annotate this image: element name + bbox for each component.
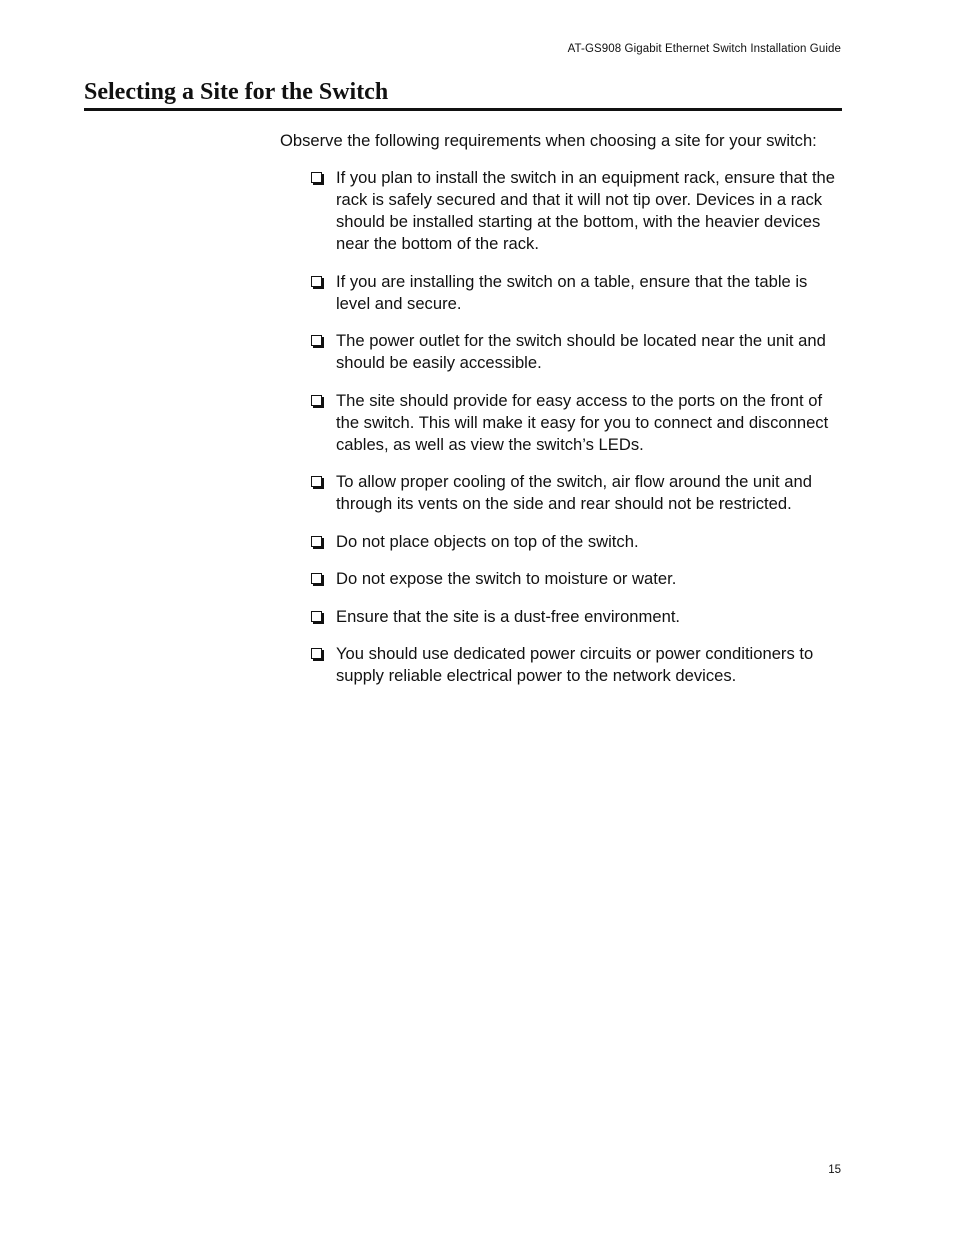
list-item (280, 390, 842, 456)
list-item-text: You should use dedicated power circuits or power conditioners to supply reliable electrical power to the network devices. (336, 644, 814, 685)
section-title: Selecting a Site for the Switch (84, 79, 389, 105)
list-item (280, 606, 842, 628)
section-body (280, 130, 842, 703)
checkbox-icon (311, 611, 322, 622)
title-rule (84, 108, 842, 111)
list-item (280, 568, 842, 590)
list-item-text: Do not expose the switch to moisture or water. (336, 569, 677, 588)
checkbox-icon (311, 536, 322, 547)
list-item-text: Ensure that the site is a dust-free environment. (336, 606, 681, 626)
page-number: 15 (828, 1164, 841, 1176)
list-item (280, 531, 842, 553)
list-item-text: The site should provide for easy access to the ports on the front of the switch. This will make it easy for you to connect and disconnect cables, as well as view the switch’s LEDs. (336, 390, 829, 454)
list-item (280, 330, 842, 374)
checkbox-icon (311, 276, 322, 287)
list-item (280, 271, 842, 315)
checkbox-icon (311, 648, 322, 659)
checkbox-icon (311, 395, 322, 406)
checkbox-icon (311, 476, 322, 487)
checkbox-icon (311, 335, 322, 346)
checkbox-icon (311, 172, 322, 183)
list-item (280, 471, 842, 515)
list-item-text: To allow proper cooling of the switch, air flow around the unit and through its vents on the side and rear should not be restricted. (336, 472, 812, 513)
list-item (280, 643, 842, 687)
intro-paragraph: Observe the following requirements when choosing a site for your switch: (280, 131, 817, 150)
checkbox-icon (311, 573, 322, 584)
list-item (280, 167, 842, 255)
running-header: AT-GS908 Gigabit Ethernet Switch Installation Guide (567, 43, 841, 55)
list-item-text: If you are installing the switch on a table, ensure that the table is level and secure. (336, 271, 808, 313)
requirements-list (280, 167, 842, 687)
list-item-text: If you plan to install the switch in an equipment rack, ensure that the rack is safely secured and that it will not tip over. Devices in a rack should be installed starting at the bottom, with the heavier devices near the bottom of the rack. (336, 168, 836, 253)
list-item-text: The power outlet for the switch should be located near the unit and should be easily accessible. (336, 331, 826, 372)
list-item-text: Do not place objects on top of the switch. (336, 531, 639, 551)
